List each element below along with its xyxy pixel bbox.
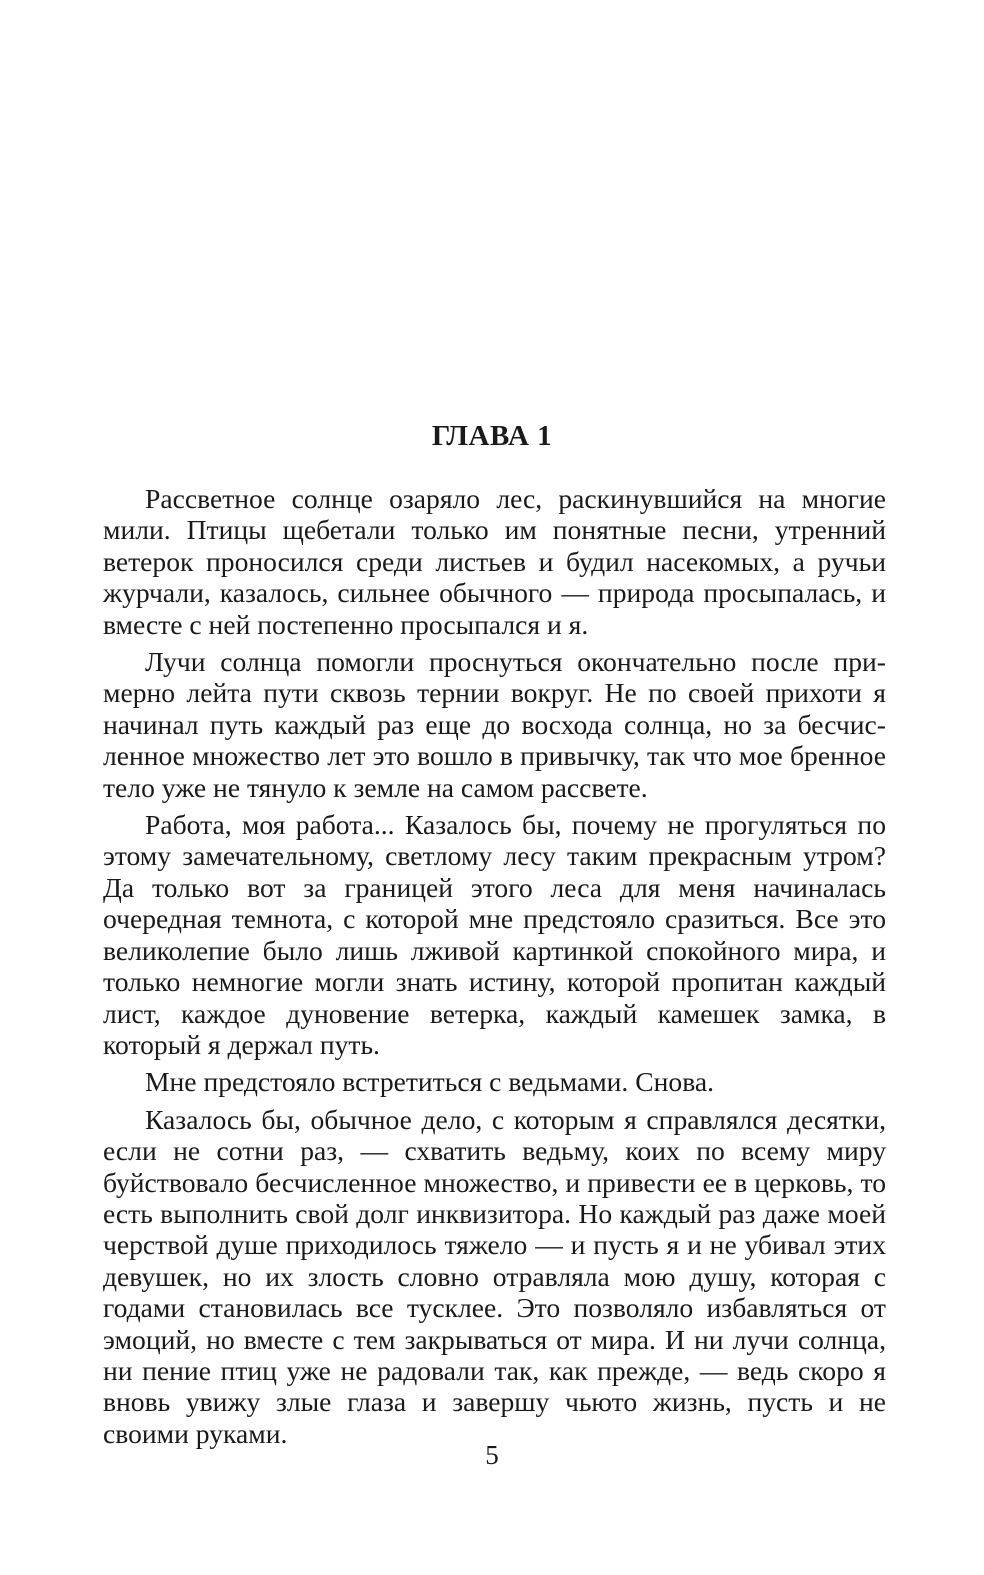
paragraph: Рассветное солнце озаряло лес, раскинувшийся на многие мили. Птицы щебетали только им понятные песни, утренний ветерок проносился среди листьев и будил насекомых, а ручьи журчали, казалось, сильнее обычного — природа просыпалась, и вместе с ней постепенно просыпался и я. <box>103 483 886 640</box>
chapter-body <box>103 483 886 1455</box>
paragraph: Мне предстояло встретиться с ведьмами. Снова. <box>145 1066 715 1098</box>
chapter-title: ГЛАВА 1 <box>431 420 553 452</box>
paragraph: Лучи солнца помогли проснуться окончательно после примерно лейта пути сквозь тернии вокруг. Не по своей прихоти я начинал путь каждый раз еще до восхода солнца, но за бесчисленное множество лет это вошло в привычку, так что мое бренное тело уже не тянуло к земле на самом рассвете. <box>103 646 886 803</box>
page-number: 5 <box>485 1440 499 1470</box>
paragraph: Работа, моя работа... Казалось бы, почему не прогуляться по этому замечательному, светлому лесу таким прекрасным утром? Да только вот за границей этого леса для меня начиналась очередная темнота, с которой мне предстояло сразиться. Все это великолепие было лишь лживой картинкой спокойного мира, и только немногие могли знать истину, которой пропитан каждый лист, каждое дуновение ветерка, каждый камешек замка, в который я держал путь. <box>103 809 886 1060</box>
paragraph: Казалось бы, обычное дело, с которым я справлялся десятки, если не сотни раз, — схватить ведьму, коих по всему миру буйствовало бесчисленное множество, и привести ее в церковь, то есть выполнить свой долг инквизитора. Но каждый раз даже моей черствой душе приходилось тяжело — и пусть я и не убивал этих девушек, но их злость словно отравляла мою душу, которая с годами становилась все тусклее. Это позволяло избавляться от эмоций, но вместе с тем закрываться от мира. И ни лучи солнца, ни пение птиц уже не радовали так, как прежде, — ведь скоро я вновь увижу злые глаза и завершу чьюто жизнь, пусть и не своими руками. <box>103 1103 886 1449</box>
